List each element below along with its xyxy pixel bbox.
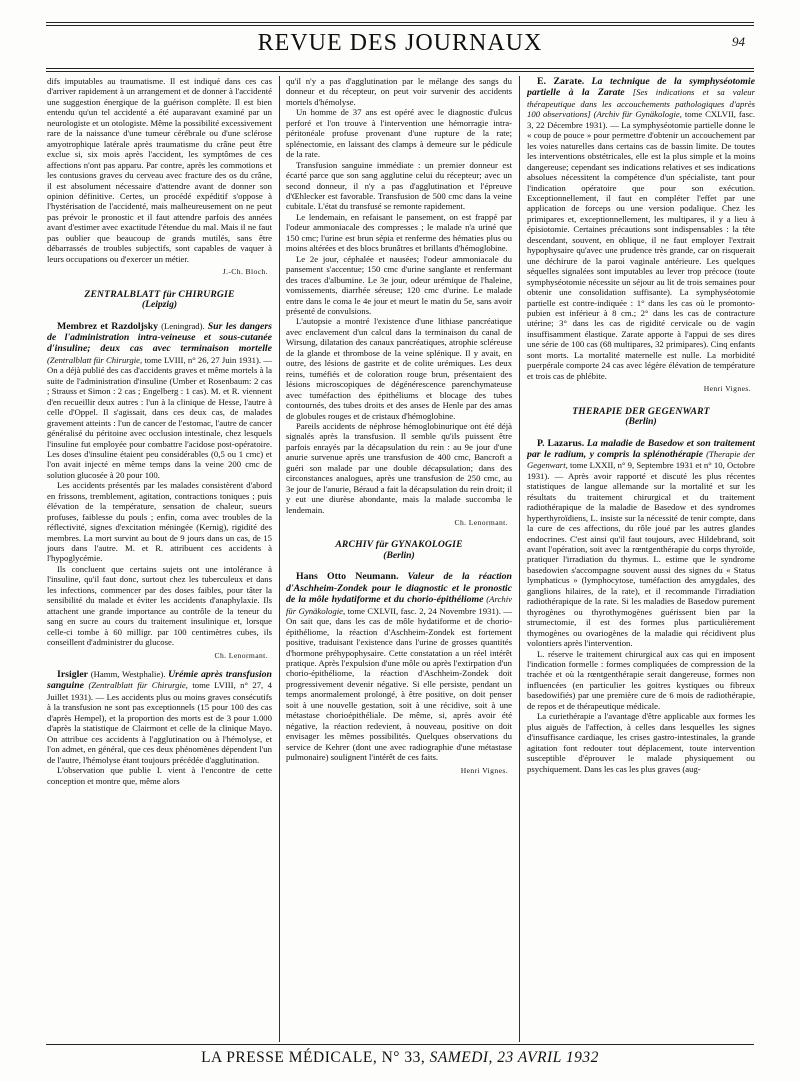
entry-title: La technique de la symphyséotomie partielle à la Zarate [527,76,755,99]
paragraph: Pareils accidents de néphrose hémoglobinurique ont été déjà signalés après la transfusion. Il semble qu'ils puissent être parfois enrayés par la décapsulation du rein : au 9e jour d'une anurie survenue après une transfusion de 400 cmc, Bancroft a guéri son malade par une double décapsulation; dans des circonstances analogues, après une transfusion de 250 cmc, au 3e jour de l'anurie, Béraud a fait la décapsulation du rein droit; il y eut une diurèse abondante, mais la malade succomba le lendemain. [286,420,512,515]
entry-author: P. Lazarus. [537,437,585,449]
article-signature: Ch. Lenormant. [454,518,508,528]
review-entry [527,438,755,649]
column-2 [286,76,512,1048]
review-entry [527,76,755,381]
journal-section-heading [286,540,512,561]
running-header-title: REVUE DES JOURNAUX [257,30,543,56]
paragraph: Le lendemain, en refaisant le pansement, on est frappé par l'odeur ammoniacale des compresses ; le malade n'a uriné que 150 cmc; l'urine est brun sépia et renferme des hématies plus ou moins altérées et des blocs brunâtres et brillants d'hémoglobine. [286,211,512,254]
entry-place: (Leningrad). [158,320,208,331]
header-top-rule-2 [46,25,754,26]
article-signature: Henri Vignes. [703,384,751,394]
entry-title: Valeur de la réaction d'Aschheim-Zondek pour le diagnostic et le pronostic de la môle hydatiforme et du chorio-épithéliome [286,571,512,606]
entry-reference: (Therapie der Gegenwart, [527,448,755,471]
journal-section-heading [527,407,755,428]
paragraph: difs imputables au traumatisme. Il est indiqué dans ces cas d'arriver rapidement à un arrangement et de donner à l'accidenté une suggestion énergique de la guérison complète. Il est bien entendu qu'un tel accidenté a été auparavant examiné par un neurologiste et un otologiste. Même la possibilité excessivement rare de la naissance d'une tumeur cérébrale ou d'une sclérose amyotrophique latérale après traumatisme du crâne peut être exclue si, six mois après l'accident, les symptômes de ces affections n'ont pas apparu. Par contre, après les commotions et les contusions graves du cerveau avec fracture des os du crâne, il est absolument nécessaire d'attendre avant de donner son opinion définitive. Certes, un procédé expéditif s'oppose à l'hystérisation de l'accidenté, mais malheureusement on ne peut pas prévoir le pronostic et il faut attendre parfois des années avant d'estimer avec exactitude l'étendue du mal. Mais il ne faut pas oublier que beaucoup de grands mutilés, sans être débarrassés de troubles subjectifs, sont capables de vaquer à leurs occupations ou d'exercer un métier. [47,76,272,264]
footer-journal: LA PRESSE MÉDICALE, N° 33, [201,1049,426,1066]
entry-body: tome LVIII, n° 27, 4 Juillet 1931). — Les accidents plus ou moins graves consécutifs à la transfusion ne sont pas exceptionnels (15 pour 100 des cas d'après Hempel), et la proportion des morts est de 3 pour 1.000 d'après la statistique de Clairmont et celle de la clinique Mayo. On attribue ces accidents à l'agglutination ou à l'hémolyse, et l'on admet, en général, que ces deux phénomènes dépendent l'un de l'autre, l'hémolyse étant toujours précédée d'agglutination. [47,680,272,765]
header-bottom-rule [46,68,754,69]
entry-body: tome LVIII, n° 26, 27 Juin 1931). — On a déjà publié des cas d'accidents graves et même mortels à la suite de l'administration d'insuline (Umber et Rosenbaum: 2 cas ; Strauss et Simon : 2 cas ; Engelberg : 1 cas). M. et R. viennent d'en recueillir deux autres : l'un à la clinique de Hesse, l'autre à celle d'Oppel. Il s'agissait, dans ces deux cas, de malades gravement atteints : l'un de cancer de l'estomac, l'autre de cancer généralisé du péritoine avec occlusion intestinale, chez lesquels l'insuline fut employée pour combattre l'acidose post-opératoire. Les doses d'insuline étaient peu considérables (0,5 ou 1 cmc) et l'on avait injecté en même temps dans la veine 200 cmc de solution glucosée à 20 pour 100. [47,354,272,480]
page-footer [0,1049,800,1067]
article-signature: J.-Ch. Bloch. [222,267,268,277]
paragraph: La curiethérapie a l'avantage d'être applicable aux formes les plus aiguës de l'affection, à celles dans lesquelles les signes d'insuffisance cardiaque, les crises gastro-intestinales, la grande agitation font redouter tout déplacement, toute intervention susceptible d'éprouver le malade physiquement ou psychiquement. Dans les cas les plus graves (aug- [527,711,755,774]
section-title: ZENTRALBLATT für CHIRURGIE [84,288,235,300]
entry-body: tome CXLVII, fasc. 3, 22 Décembre 1931). — La symphyséotomie partielle donne le « coup de pouce » pour permettre d'obtenir un accouchement par les voies naturelles dans certains cas de bassin limite. De toutes les interventions obstétricales, elle est la plus simple et la moins dangereuse; cependant ses indications relatives et ses indications absolues nécessitent la compétence d'un spécialiste, tant pour l'indication opératoire que pour son exécution. Exceptionnellement, il faut en compléter l'effet par une application de forceps ou une version podalique. Chez les primipares et, exceptionnellement, les multipares, il y a lieu à épisiotomie. Certaines précautions sont indispensables : la tête descendant, souvent, en oblique, il ne faut employer l'extrait hypophysaire qu'avec une prudence très grande, car on risquerait une déchirure de la paroi vaginale antérieure. Les quelques séquelles signalées sont imputables au lever trop précoce (toute symphyséotomie nécessite un séjour au lit de trois semaines pour obtenir une consolidation suffisante). La symphyséotomie partielle est contre-indiquée : 1° dans les cas où le promonto-pubien est inférieur à 8 cm.; 2° dans les cas de contracture utérine; 3° dans les cas de rigidité cervicale ou de vagin insuffisamment élastique. Zarate apporte à l'appui de ses dires une série de 100 cas (68 multipares, 32 primipares). Cinq enfants sont morts. La mortalité maternelle est nulle. La morbidité puerpérale comporte 24 cas avec légère élévation de température et trois cas de phlébite. [527,109,755,381]
article-signature: Ch. Lenormant. [214,650,268,660]
section-title: THERAPIE DER GEGENWART [572,405,710,417]
column-divider [519,76,520,1042]
header-top-rule [46,22,754,23]
entry-body: tome CXLVII, fasc. 2, 24 Novembre 1931). — On sait que, dans les cas de môle hydatiforme et de chorio-épithéliome, la réaction d'Aschheim-Zondek est fortement positive, traduisant l'existence dans l'urine de grosses quantités d'hormone préhypophysaire. Cette constatation a un réel intérêt pratique. Après l'expulsion d'une môle ou après l'extirpation d'un chorio-épithéliome, la réaction d'Aschheim-Zondek doit progressivement devenir négative. Si elle persiste, pendant un temps anormalement prolongé, à être positive, on doit penser soit à une nouvelle gestation, soit à une récidive, soit à une métastase chorioépithéliale. De même, si, après avoir été négative, la réaction redevient, à nouveau, positive on doit envisager les mêmes possibilités. Quelques observations du service de Kehrer (dont une avec radiographie d'une métastase pulmonaire) soulignent l'intérêt de ces faits. [286,605,512,763]
paragraph: L'observation que publie I. vient à l'encontre de cette conception et montre que, même alors [47,765,272,786]
entry-author: E. Zarate. [537,76,585,87]
paragraph: Les accidents présentés par les malades consistèrent d'abord en frissons, tremblement, agitation, contractions toniques ; puis élévation de la température, sensation de chaleur, sueurs profuses, faiblesse du pouls ; enfin, coma avec troubles de la réflectivité, signes d'excitation méningée (Kernig), rigidité des membres. La mort survint au bout de 9 jours dans un cas, de 15 jours dans l'autre. M. et R. attribuent ces accidents à l'hypoglycémie. [47,480,272,564]
entry-author: Membrez et Razdoljsky [57,320,159,332]
column-1 [47,76,272,1048]
entry-reference: (Archiv für Gynäkologie, [286,594,512,616]
paragraph: L. réserve le traitement chirurgical aux cas qui en imposent l'indication formelle : formes compliquées de compression de la trachée et où la rœntgenthérapie serait dangereuse, formes non influencées (en particulier les goitres kystiques ou fibreux basedowifiés) par une première cure de 6 mois de radiothérapie, de repos et de thérapeutique médicale. [527,648,755,711]
column-divider [279,76,280,1042]
paragraph: Ils concluent que certains sujets ont une intolérance à l'insuline, qu'il faut donc, surtout chez les tuberculeux et dans les infections, commencer par des doses faibles, pour tâter la sensibilité du malade et éviter les accidents d'anaphylaxie. Ils attachent une grande importance au contrôle de la teneur du sang en sucre au cours du traitement insulinique et, lorsque celle-ci tombe à 60 milligr. par 100 centimètres cubes, ils conseillent d'administrer du glucose. [47,563,272,648]
paragraph: Transfusion sanguine immédiate : un premier donneur est écarté parce que son sang agglutine celui du récepteur; avec un second donneur, il n'y a pas d'agglutination et l'épreuve d'Œhlecker est favorable. Transfusion de 500 cmc dans la veine cubitale. L'état du transfusé se remonte rapidement. [286,159,512,212]
entry-place [584,76,591,86]
entry-reference: [Ses indications et sa valeur thérapeutique dans les accouchements pathologiques d'après 100 observations] (Archiv für Gynäkologie, [527,87,755,120]
entry-place [399,571,408,581]
entry-author: Hans Otto Neumann. [296,571,399,583]
paragraph: Le 2e jour, céphalée et nausées; l'odeur ammoniacale du pansement s'accentue; 150 cmc d'urine sanglante et renfermant des traces d'albumine. Le 3e jour, odeur urémique de l'haleine, vomissements, diarrhée séreuse; 120 cmc d'urine. Le malade entre dans le coma le 4e jour et meurt le matin du 5e, sans avoir présenté de convulsions. [286,253,512,316]
entry-reference: (Zentralblatt für Chirurgie, [84,680,193,691]
entry-reference: (Zentralblatt für Chirurgie, [47,354,145,365]
footer-rule [46,1044,754,1045]
journal-section-heading [47,290,272,311]
paragraph: L'autopsie a montré l'existence d'une lithiase pancréatique avec enclavement d'un calcul dans la terminaison du canal de Wirsung, dilatation des canaux pancréatiques, atrophie scléreuse de la glande et thrombose de la veine splénique. Il y avait, en outre, des lésions de gastrite et de colite urémiques. Les deux reins, tuméfiés et de coloration rouge brun, présentaient des lésions microscopiques de dégénérescence parenchymateuse avec tuméfaction des épithéliums et blocage des tubes contournés, des tubes droits et des anses de Henle par des amas de globules rouges et de cristaux d'hémoglobine. [286,316,512,421]
entry-place: (Hamm, Westphalie). [88,669,169,680]
entry-body: tome LXXII, n° 9, Septembre 1931 et n° 10, Octobre 1931). — Après avoir rapporté et discuté les plus récentes statistiques de langue allemande sur la mortalité et sur les résultats du traitement chirurgical et du traitement radiothérapique de la maladie de Basedow et des syndromes hyperthyroïdiens, L. insiste sur la nécessité de tenir compte, dans la cure de ces affections, du rôle joué par les autres glandes endocrines. C'est ainsi qu'il faut toujours, avec Hildebrand, soit avant l'opération, soit avec la rœntgenthérapie du corps thyroïde, pratiquer l'irradiation du thymus. L. estime que le syndrome basedowien s'accompagne souvent aussi des signes du « Status lymphaticus » (lymphocytose, tuméfaction des amygdales, des ganglions hilaires, de la rate), et il recommande l'irradiation radiothérapique de la rate. Si les maladies de Basedow purement thyrogènes ou thyrothymogènes guérissent bien par la strumectomie, il est des formes plus particulièrement thymogènes ou ovariogènes de la maladie qui récidivent plus volontiers après l'intervention. [527,460,755,649]
paragraph: Un homme de 37 ans est opéré avec le diagnostic d'ulcus perforé et l'on trouve à l'intervention une hémorragie intra-péritonéale profuse provenant d'une rupture de la rate; splénectomie, en laissant des clamps à demeure sur le pédicule de la rate. [286,107,512,160]
page-number: 94 [732,34,745,49]
header-bottom-rule-2 [46,71,754,72]
entry-title: Urémie après transfusion sanguine [47,669,272,692]
entry-title: La maladie de Basedow et son traitement par le radium, y compris la splénothérapie [527,437,755,460]
entry-title: Sur les dangers de l'administration intra-veineuse et sous-cutanée d'insuline; deux cas avec terminaison mortelle [47,320,272,355]
section-city: (Berlin) [383,549,415,561]
entry-author: Irsigler [57,669,89,681]
review-entry [286,571,512,762]
review-entry [47,669,272,765]
review-entry [47,321,272,481]
section-city: (Leipzig) [141,299,178,311]
column-3 [527,76,755,1048]
article-signature: Henri Vignes. [460,765,508,775]
section-city: (Berlin) [625,416,657,428]
section-title: ARCHIV für GYNAKOLOGIE [335,539,463,551]
footer-date: SAMEDI, 23 AVRIL 1932 [429,1049,599,1066]
paragraph: qu'il n'y a pas d'agglutination par le mélange des sangs du donneur et du récepteur, on peut voir survenir des accidents mortels d'hémolyse. [286,76,512,107]
